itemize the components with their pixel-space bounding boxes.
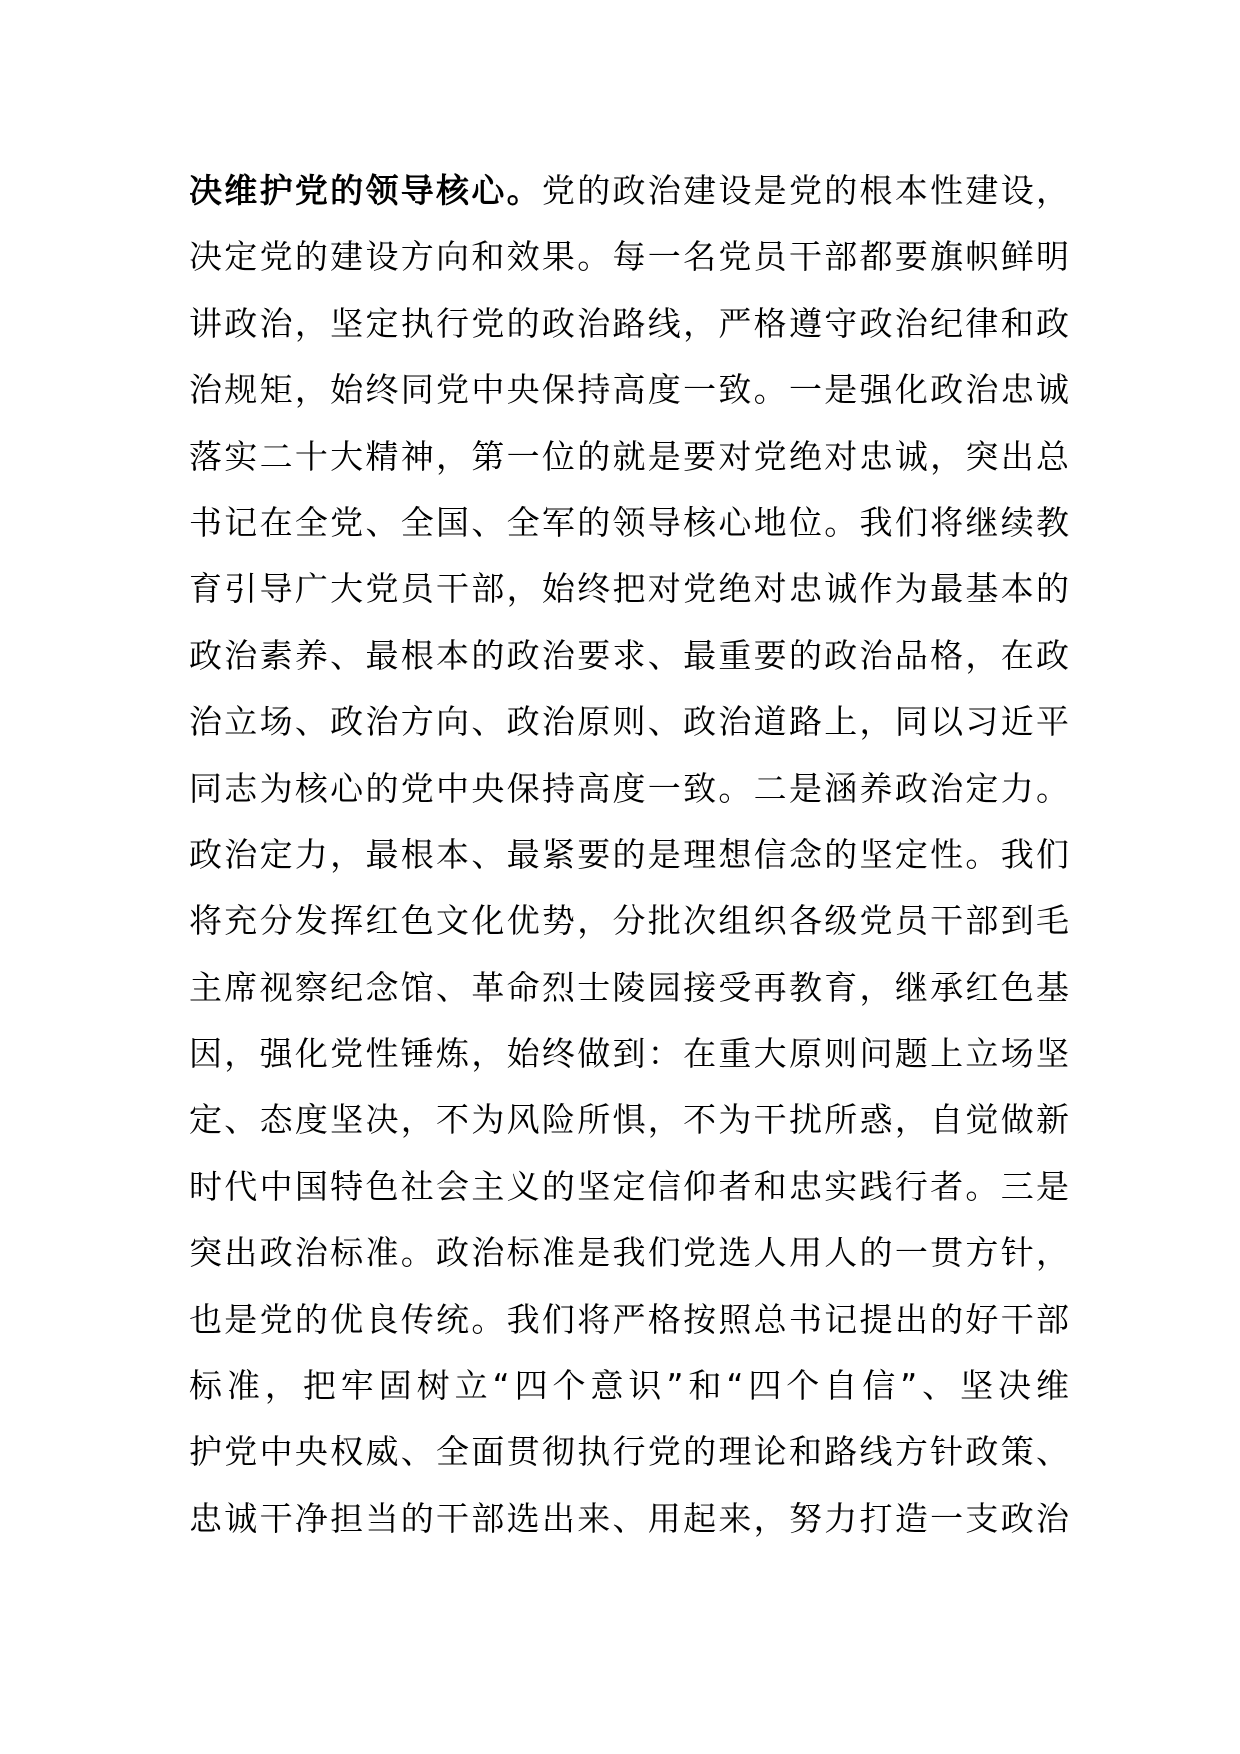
text-line: 将充分发挥红色文化优势，分批次组织各级党员干部到毛 <box>189 901 1069 941</box>
text-line: 突出政治标准。政治标准是我们党选人用人的一贯方针， <box>189 1233 1069 1273</box>
text-line: 治立场、政治方向、政治原则、政治道路上，同以习近平 <box>189 702 1069 742</box>
text-line: 政治素养、最根本的政治要求、最重要的政治品格，在政 <box>189 635 1069 675</box>
text-line: 时代中国特色社会主义的坚定信仰者和忠实践行者。三是 <box>189 1166 1069 1206</box>
text-line: 因，强化党性锤炼，始终做到：在重大原则问题上立场坚 <box>189 1034 1069 1074</box>
text-line: 育引导广大党员干部，始终把对党绝对忠诚作为最基本的 <box>189 569 1069 609</box>
text-line: 讲政治，坚定执行党的政治路线，严格遵守政治纪律和政 <box>189 303 1069 343</box>
text-line: 书记在全党、全国、全军的领导核心地位。我们将继续教 <box>189 502 1069 542</box>
text-line: 主席视察纪念馆、革命烈士陵园接受再教育，继承红色基 <box>189 967 1069 1007</box>
text-line <box>189 158 1069 224</box>
text-line: 决定党的建设方向和效果。每一名党员干部都要旗帜鲜明 <box>189 237 1069 277</box>
text-line: 标准，把牢固树立“四个意识”和“四个自信”、坚决维 <box>189 1366 1069 1406</box>
text-line: 同志为核心的党中央保持高度一致。二是涵养政治定力。 <box>189 768 1069 808</box>
text-line: 定、态度坚决，不为风险所惧，不为干扰所惑，自觉做新 <box>189 1100 1069 1140</box>
bold-lead-phrase: 决维护党的领导核心。 <box>189 171 542 210</box>
text-line: 也是党的优良传统。我们将严格按照总书记提出的好干部 <box>189 1299 1069 1339</box>
text-line: 治规矩，始终同党中央保持高度一致。一是强化政治忠诚 <box>189 370 1069 410</box>
text-run: 党的政治建设是党的根本性建设， <box>541 171 1069 210</box>
text-line: 落实二十大精神，第一位的就是要对党绝对忠诚，突出总 <box>189 436 1069 476</box>
text-line: 护党中央权威、全面贯彻执行党的理论和路线方针政策、 <box>189 1432 1069 1472</box>
body-text <box>189 158 1069 1552</box>
text-line: 忠诚干净担当的干部选出来、用起来，努力打造一支政治 <box>189 1498 1069 1538</box>
text-line: 政治定力，最根本、最紧要的是理想信念的坚定性。我们 <box>189 834 1069 874</box>
